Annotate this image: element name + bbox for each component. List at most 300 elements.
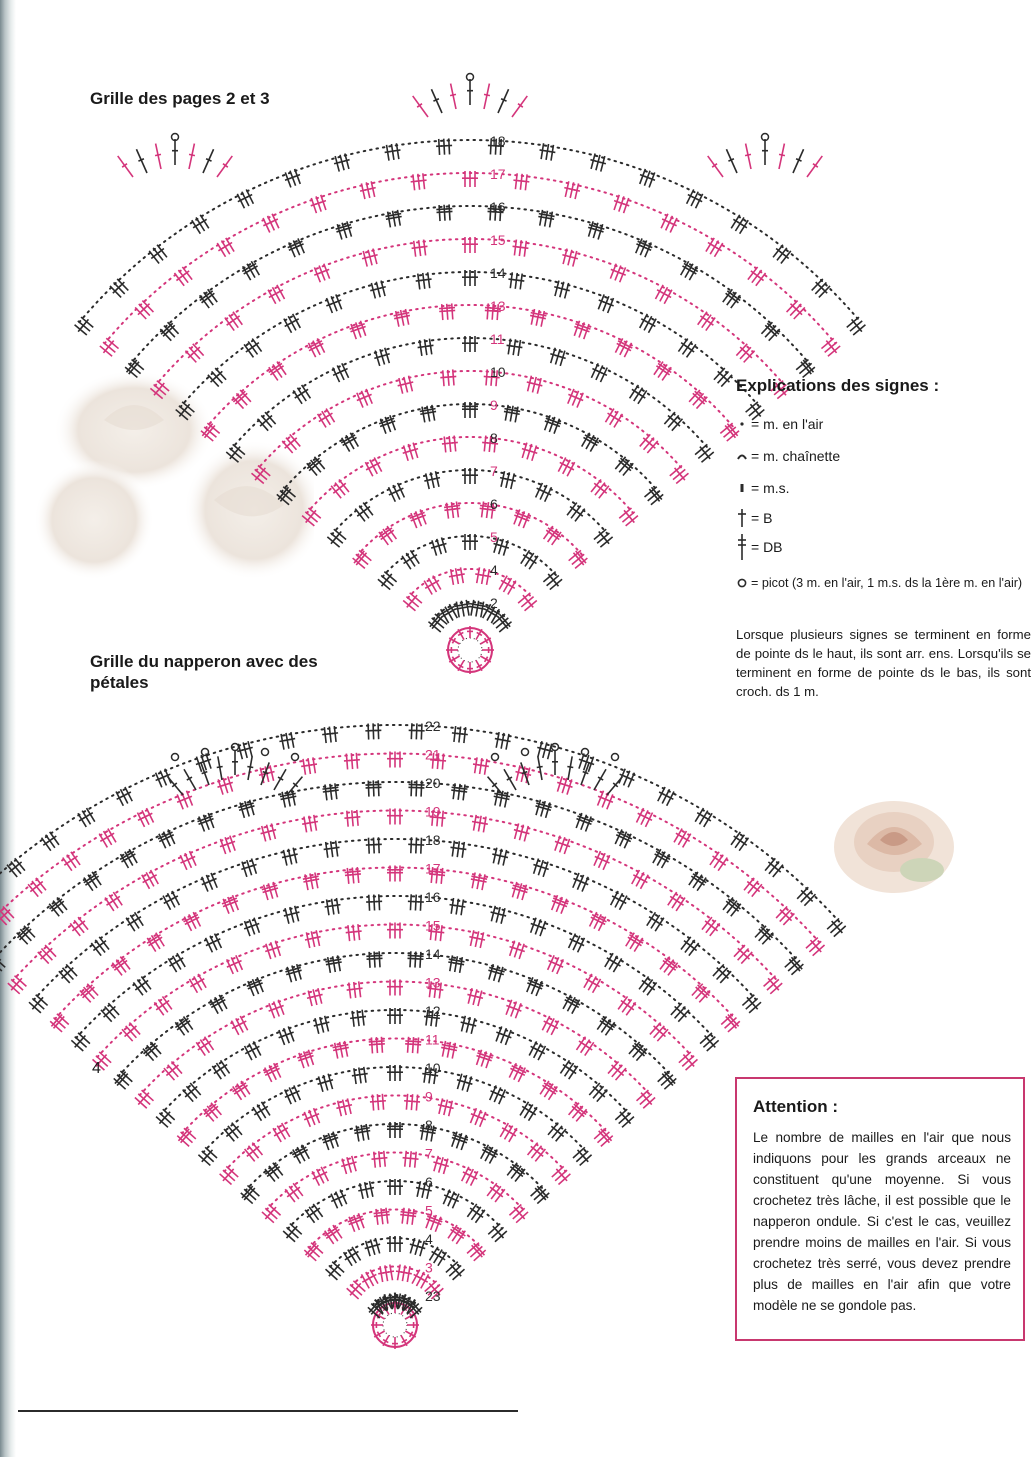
picot-mark: [492, 754, 499, 761]
stitch-mark: [732, 943, 747, 959]
stitch-mark: [339, 436, 352, 453]
stitch-mark: [191, 975, 204, 992]
row-number: 10: [425, 1060, 441, 1076]
stitch-mark: [651, 360, 665, 377]
row-number: 17: [425, 860, 441, 877]
stitch-mark: [762, 139, 768, 165]
stitch-mark: [115, 277, 130, 293]
stitch-mark: [662, 410, 677, 426]
stitch-mark: [586, 975, 599, 992]
stitch-mark: [691, 873, 705, 890]
stitch-mark: [215, 756, 225, 781]
stitch-mark: [746, 265, 761, 281]
stitch-mark: [351, 982, 359, 999]
stitch-mark: [180, 265, 195, 281]
stitch-mark: [603, 1021, 617, 1038]
stitch-mark: [97, 935, 112, 951]
row-number: 6: [490, 496, 498, 512]
stitch-mark: [245, 756, 255, 781]
stitch-mark: [477, 1111, 489, 1128]
stitch-mark: [669, 893, 683, 910]
stitch-mark: [97, 832, 110, 849]
stitch-mark: [303, 1208, 317, 1224]
stitch-mark: [160, 995, 174, 1011]
stitch-mark: [624, 513, 640, 528]
stitch-mark: [148, 386, 164, 401]
stitch-mark: [581, 972, 594, 989]
row-number: 13: [425, 974, 441, 991]
chain-arc: [0, 725, 841, 924]
stitch-mark: [598, 535, 614, 550]
stitch-mark: [270, 1127, 283, 1144]
row-number: 4: [490, 562, 498, 578]
stitch-mark: [235, 193, 248, 210]
stitch-mark: [376, 577, 392, 592]
stitch-mark: [705, 1038, 721, 1053]
stitch-mark: [233, 1017, 246, 1034]
stitch-mark: [851, 322, 867, 337]
stitch-mark: [386, 486, 398, 503]
stitch-mark: [595, 1015, 609, 1032]
center-ring-inner: [383, 1313, 407, 1337]
stitch-mark: [542, 486, 554, 503]
legend-item-sc: [736, 478, 790, 498]
stitch-mark: [287, 432, 302, 448]
stitch-mark: [299, 1143, 312, 1160]
stitch-mark: [684, 343, 698, 359]
stitch-mark: [81, 876, 95, 893]
stitch-mark: [127, 1021, 142, 1037]
stitch-mark: [712, 853, 726, 870]
picot-mark: [522, 749, 529, 756]
stitch-mark: [546, 1121, 561, 1137]
stitch-mark: [202, 1035, 216, 1052]
stitch-mark: [589, 478, 604, 494]
stitch-mark: [107, 893, 121, 910]
stitch-mark: [124, 916, 138, 933]
double-cross-icon: [736, 537, 748, 557]
stitch-mark: [693, 806, 706, 823]
stitch-mark: [390, 484, 402, 501]
stitch-mark: [47, 830, 61, 847]
stitch-mark: [697, 809, 710, 826]
crochet-chart-doily-petals: [85, 715, 685, 1395]
stitch-mark: [487, 1084, 499, 1101]
chain-arc: [155, 239, 785, 386]
picot-mark: [202, 749, 209, 756]
stitch-mark: [174, 793, 186, 810]
stitch-mark: [172, 139, 178, 165]
row-number: 8: [425, 1117, 433, 1133]
stitch-mark: [566, 1064, 580, 1081]
stitch-mark: [461, 727, 469, 744]
chain-arc: [79, 140, 860, 322]
stitch-mark: [699, 313, 713, 329]
row-number: 15: [490, 232, 506, 248]
stitch-mark: [229, 1121, 244, 1137]
stitch-mark: [34, 876, 49, 892]
rose-photo: [822, 792, 972, 902]
stitch-mark: [527, 554, 541, 571]
stitch-mark: [523, 598, 539, 613]
stitch-mark: [200, 148, 216, 174]
stitch-mark: [265, 215, 277, 232]
stitch-mark: [737, 219, 751, 236]
stitch-mark: [132, 911, 146, 928]
attention-text: Le nombre de mailles en l'air que nous indiquons pour les grands arceaux ne constituent qu'une moyenne. Si vous crochetez très lâche, il est possible que le napperon ondule. Si c'est le cas, veuillez prendre moins de mailles en l'air. Si vous crochetez très serré, vous devez prendre plus de mailles en l'air afin que votre modèle ne se gondole pas.: [753, 1130, 1011, 1313]
stitch-mark: [565, 501, 580, 517]
stitch-mark: [224, 958, 236, 975]
stitch-mark: [579, 431, 592, 448]
row-number: 7: [425, 1145, 433, 1162]
stitch-mark: [355, 924, 363, 941]
stitch-mark: [686, 870, 700, 887]
stitch-mark: [832, 924, 848, 939]
stitch-mark: [627, 383, 641, 400]
stitch-mark: [324, 1267, 340, 1282]
circle-icon: [736, 573, 748, 593]
stitch-mark: [459, 842, 467, 859]
stitch-mark: [674, 896, 688, 913]
stitch-mark: [583, 434, 596, 451]
row-number: 11: [425, 1031, 440, 1048]
stitch-mark: [712, 366, 727, 382]
stitch-mark: [325, 535, 341, 550]
stitch-mark: [805, 154, 825, 179]
stitch-mark: [182, 852, 194, 869]
stitch-mark: [242, 343, 256, 359]
stitch-mark: [281, 317, 294, 334]
stitch-mark: [348, 753, 355, 769]
legend-item-slip: [736, 446, 840, 466]
stitch-mark: [684, 188, 697, 205]
stitch-mark: [103, 896, 117, 913]
stitch-mark: [86, 873, 100, 890]
stitch-mark: [549, 530, 563, 546]
stitch-mark: [537, 484, 549, 501]
row-number: 5: [490, 529, 498, 545]
short-bar-icon: [736, 478, 748, 498]
stitch-mark: [234, 1082, 248, 1099]
stitch-mark: [522, 1103, 536, 1120]
stitch-mark: [250, 1106, 264, 1123]
stitch-mark: [768, 981, 784, 996]
stitch-mark: [186, 143, 197, 170]
stitch-mark: [687, 265, 700, 282]
stitch-mark: [111, 890, 125, 907]
legend-item-picot: [736, 573, 1022, 593]
stitch-mark: [733, 833, 747, 850]
stitch-mark: [240, 265, 253, 282]
stitch-mark: [729, 213, 743, 230]
stitch-mark: [485, 1181, 499, 1197]
stitch-mark: [495, 88, 511, 114]
stitch-mark: [98, 344, 114, 359]
stitch-mark: [106, 1001, 121, 1017]
legend-text: = m. chaînette: [751, 448, 841, 464]
stitch-mark: [337, 1188, 349, 1205]
row-number: 20: [425, 775, 441, 791]
center-ring-inner: [458, 638, 482, 662]
stitch-mark: [605, 775, 625, 797]
stitch-mark: [307, 1205, 321, 1221]
stitch-mark: [638, 873, 651, 890]
stitch-mark: [587, 911, 600, 928]
stitch-mark: [600, 854, 612, 871]
stitch-mark: [260, 1210, 276, 1225]
legend-text: = B: [751, 510, 773, 526]
row-number: 3: [425, 1259, 433, 1276]
stitch-mark: [554, 958, 566, 975]
stitch-mark: [599, 1018, 613, 1035]
picot-mark: [292, 754, 299, 761]
stitch-mark: [230, 1085, 244, 1102]
stitch-mark: [784, 298, 799, 314]
stitch-mark: [191, 342, 206, 358]
chain-arc: [34, 839, 756, 1000]
stitch-mark: [250, 1141, 265, 1157]
stitch-mark: [439, 304, 446, 320]
legend-title: Explications des signes :: [736, 376, 940, 395]
stitch-mark: [134, 148, 150, 174]
stitch-mark: [634, 807, 646, 824]
stitch-mark: [578, 1153, 594, 1168]
stitch-mark: [155, 243, 170, 259]
stitch-mark: [811, 943, 827, 958]
stitch-mark: [404, 551, 418, 568]
stitch-mark: [502, 1124, 515, 1141]
stitch-mark: [625, 771, 637, 788]
stitch-mark: [608, 890, 621, 907]
stitch-mark: [311, 1202, 325, 1218]
stitch-mark: [556, 1172, 572, 1187]
stitch-mark: [174, 952, 187, 969]
page-number: 4: [92, 1060, 101, 1077]
stitch-mark: [526, 1106, 540, 1123]
picot-mark: [172, 754, 179, 761]
stitch-mark: [711, 962, 726, 978]
stitch-mark: [139, 975, 153, 991]
stitch-mark: [653, 283, 666, 300]
stitch-mark: [165, 775, 185, 797]
stitch-mark: [742, 876, 757, 892]
stitch-mark: [655, 850, 668, 867]
stitch-mark: [324, 407, 338, 424]
stitch-mark: [149, 934, 163, 951]
stitch-mark: [708, 239, 721, 256]
stitch-mark: [613, 828, 625, 845]
stitch-mark: [198, 1038, 212, 1055]
stitch-mark: [60, 856, 74, 873]
stitch-mark: [250, 337, 264, 353]
stitch-mark: [39, 836, 53, 853]
stitch-mark: [210, 1064, 224, 1081]
stitch-mark: [177, 1018, 191, 1035]
row-number: 9: [425, 1088, 433, 1105]
stitch-mark: [624, 1001, 638, 1017]
legend-text: = DB: [751, 539, 783, 555]
row-number: 6: [425, 1174, 433, 1190]
stitch-mark: [700, 915, 715, 931]
stitch-mark: [667, 217, 679, 234]
stitch-mark: [638, 809, 650, 826]
stitch-mark: [348, 431, 361, 448]
stitch-mark: [501, 577, 514, 594]
stitch-mark: [90, 870, 104, 887]
stitch-mark: [251, 1040, 264, 1057]
row-number: 18: [425, 832, 441, 848]
stitch-mark: [181, 768, 198, 792]
stitch-mark: [655, 786, 668, 803]
stitch-mark: [733, 216, 747, 233]
stitch-mark: [239, 1079, 253, 1096]
stitch-mark: [445, 370, 452, 386]
stitch-mark: [674, 471, 690, 486]
stitch-mark: [574, 392, 586, 409]
arc-icon: [736, 446, 748, 466]
stitch-mark: [454, 1229, 468, 1246]
row-number: 4: [425, 1231, 433, 1247]
stitch-mark: [518, 761, 532, 786]
stitch-mark: [611, 412, 625, 429]
stitch-mark: [712, 242, 725, 259]
stitch-mark: [631, 386, 645, 403]
row-number: 12: [425, 1003, 441, 1019]
stitch-mark: [648, 1021, 663, 1037]
stitch-mark: [266, 366, 280, 383]
stitch-mark: [558, 1059, 572, 1076]
stitch-mark: [215, 242, 228, 259]
stitch-mark: [310, 1170, 323, 1187]
stitch-mark: [169, 1060, 184, 1076]
row-number: 9: [490, 397, 498, 413]
stitch-mark: [224, 450, 240, 465]
stitch-mark: [165, 892, 178, 909]
stitch-mark: [154, 1114, 170, 1129]
stitch-mark: [291, 389, 305, 406]
stitch-mark: [157, 770, 169, 787]
stitch-mark: [203, 937, 215, 954]
picot-mark: [612, 754, 619, 761]
stitch-mark: [535, 756, 545, 781]
stitch-mark: [795, 885, 810, 901]
stitch-mark: [763, 856, 778, 872]
stitch-mark: [337, 478, 352, 494]
stitch-mark: [198, 213, 212, 230]
row-number: 16: [490, 199, 506, 215]
stitch-mark: [401, 598, 417, 613]
stitch-mark: [421, 239, 429, 256]
stitch-mark: [345, 1286, 361, 1301]
stitch-mark: [323, 842, 331, 859]
stitch-mark: [165, 828, 177, 845]
stitch-mark: [197, 293, 211, 309]
stitch-mark: [680, 832, 693, 849]
stitch-mark: [648, 913, 662, 930]
legend-note: Lorsque plusieurs signes se terminent en forme de pointe ds le haut, ils sont arr. ens. Lorsqu'ils se terminent en forme de pointe ds le bas, ils sont croch. ds 1 m.: [736, 627, 1031, 699]
stitch-mark: [350, 924, 358, 941]
stitch-mark: [728, 293, 742, 309]
stitch-mark: [196, 1153, 212, 1168]
stitch-mark: [373, 1209, 381, 1226]
stitch-mark: [75, 812, 88, 829]
stitch-mark: [737, 836, 751, 853]
stitch-mark: [27, 1000, 43, 1015]
stitch-mark: [115, 154, 135, 179]
stitch-mark: [426, 577, 439, 594]
stitch-mark: [747, 1000, 763, 1015]
picot-mark: [262, 749, 269, 756]
stitch-mark: [231, 310, 245, 326]
stitch-mark: [295, 386, 309, 403]
stitch-mark: [291, 1181, 305, 1197]
stitch-mark: [633, 871, 646, 888]
stitch-mark: [369, 1094, 376, 1110]
stitch-mark: [707, 850, 721, 867]
picot-mark: [582, 749, 589, 756]
stitch-mark: [299, 383, 313, 400]
stitch-mark: [566, 932, 578, 949]
stitch-mark: [188, 1081, 203, 1097]
stitch-mark: [133, 1095, 149, 1110]
stitch-mark: [229, 1019, 242, 1036]
stitch-mark: [637, 312, 650, 329]
stitch-mark: [743, 143, 754, 170]
stitch-mark: [492, 1086, 504, 1103]
stitch-mark: [684, 1057, 700, 1072]
stitch-mark: [255, 1103, 269, 1120]
stitch-mark: [327, 784, 335, 801]
stitch-mark: [76, 915, 91, 931]
stitch-mark: [665, 890, 679, 907]
stitch-mark: [472, 534, 478, 550]
stitch-mark: [80, 809, 93, 826]
stitch-mark: [371, 1151, 378, 1167]
stitch-mark: [73, 322, 89, 337]
stitch-mark: [330, 366, 342, 383]
stitch-mark: [562, 1061, 576, 1078]
stitch-mark: [246, 1042, 259, 1059]
stitch-mark: [315, 412, 329, 429]
stitch-mark: [199, 876, 211, 893]
stitch-mark: [510, 94, 530, 119]
stitch-mark: [281, 1229, 297, 1244]
crochet-chart-triangle: [85, 40, 855, 700]
stitch-mark: [430, 574, 443, 591]
stitch-mark: [481, 83, 492, 110]
stitch-mark: [444, 502, 452, 519]
stitch-mark: [776, 143, 787, 170]
stitch-mark: [629, 869, 642, 886]
stitch-mark: [635, 389, 649, 406]
stitch-mark: [418, 781, 425, 797]
stitch-mark: [469, 1205, 483, 1221]
legend-item-tr: [736, 537, 783, 557]
row-number: 5: [425, 1202, 433, 1219]
stitch-mark: [218, 1059, 232, 1076]
stitch-mark: [259, 1100, 273, 1117]
stitch-mark: [274, 283, 287, 300]
stitch-mark: [507, 1062, 519, 1079]
stitch-mark: [400, 554, 414, 571]
stitch-mark: [548, 577, 564, 592]
stitch-mark: [560, 993, 573, 1010]
stitch-mark: [450, 1226, 464, 1243]
stitch-mark: [771, 243, 786, 259]
stitch-mark: [790, 148, 806, 174]
stitch-mark: [324, 297, 335, 314]
stitch-mark: [578, 1038, 592, 1055]
